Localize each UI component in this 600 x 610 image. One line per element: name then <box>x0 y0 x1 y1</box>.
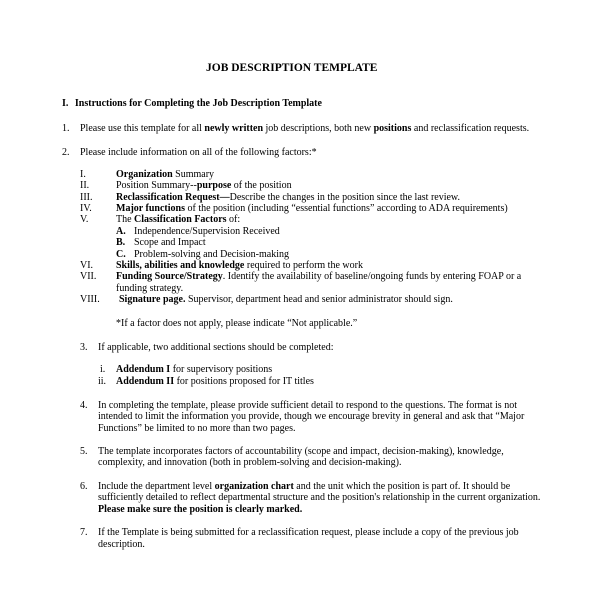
factor-number: VI. <box>80 260 94 271</box>
addendum-text: Addendum II for positions proposed for IT titles <box>116 376 314 387</box>
item-2-text: Please include information on all of the following factors:* <box>80 147 317 158</box>
factor-text: Position Summary--purpose of the position <box>116 180 292 191</box>
section-numeral: I. <box>62 98 69 109</box>
item-5-number: 5. <box>80 446 88 457</box>
item-1-text: Please use this template for all newly written job descriptions, both new positions and reclassification requests. <box>80 123 530 134</box>
item-1-number: 1. <box>62 123 70 134</box>
addendum-number: i. <box>100 364 106 375</box>
item-6-number: 6. <box>80 481 88 492</box>
item-4-number: 4. <box>80 400 88 411</box>
item-6-text-line: Please make sure the position is clearly marked. <box>98 504 303 515</box>
classification-letter: C. <box>116 249 126 260</box>
addendum-number: ii. <box>98 376 107 387</box>
factor-text: The Classification Factors of: <box>116 214 241 225</box>
document-title: JOB DESCRIPTION TEMPLATE <box>206 62 378 74</box>
item-7-text-line: If the Template is being submitted for a reclassification request, please include a copy of the previous job <box>98 527 519 538</box>
item-5-text-line: complexity, and innovation (both in problem-solving and decision-making). <box>98 457 402 468</box>
item-7-number: 7. <box>80 527 88 538</box>
classification-text: Problem-solving and Decision-making <box>134 249 289 260</box>
footnote: *If a factor does not apply, please indicate “Not applicable.” <box>116 318 358 329</box>
item-7-text-line: description. <box>98 539 145 550</box>
factor-text: Funding Source/Strategy. Identify the availability of baseline/ongoing funds by entering FOAP or a <box>116 271 522 282</box>
section-heading <box>62 98 322 110</box>
classification-text: Independence/Supervision Received <box>134 226 280 237</box>
classification-letter: B. <box>116 237 126 248</box>
factor-text: Skills, abilities and knowledge required to perform the work <box>116 260 363 271</box>
factor-number: V. <box>80 214 89 225</box>
factor-text: Reclassification Request—Describe the changes in the position since the last review. <box>116 192 460 203</box>
item-3-number: 3. <box>80 342 88 353</box>
item-4-text-line: In completing the template, please provide sufficient detail to respond to the questions. The format is not <box>98 400 517 411</box>
factor-number: III. <box>80 192 93 203</box>
factor-text: Organization Summary <box>116 169 215 180</box>
factor-number: IV. <box>80 203 92 214</box>
factor-number: II. <box>80 180 90 191</box>
item-6-text-line: Include the department level organization chart and the unit which the position is part of. It should be <box>98 481 511 492</box>
item-3-text: If applicable, two additional sections should be completed: <box>98 342 334 353</box>
item-4-text-line: intended to limit the information you provide, though we encourage brevity in general and ask that “Major <box>98 411 525 422</box>
factor-text: Signature page. Supervisor, department head and senior administrator should sign. <box>119 294 453 305</box>
factor-number: VII. <box>80 271 97 282</box>
factor-text-continued: funding strategy. <box>116 283 184 294</box>
item-5-text-line: The template incorporates factors of accountability (scope and impact, decision-making), knowledge, <box>98 446 504 457</box>
item-2-number: 2. <box>62 147 70 158</box>
factor-text: Major functions of the position (including “essential functions” according to ADA requirements) <box>116 203 508 214</box>
item-4-text-line: Functions” be limited to no more than two pages. <box>98 423 296 434</box>
factor-number: I. <box>80 169 86 180</box>
classification-letter: A. <box>116 226 126 237</box>
addendum-text: Addendum I for supervisory positions <box>116 364 273 375</box>
classification-text: Scope and Impact <box>134 237 206 248</box>
factor-number: VIII. <box>80 294 100 305</box>
section-heading-text: Instructions for Completing the Job Description Template <box>74 98 322 109</box>
item-6-text-line: sufficiently detailed to reflect departmental structure and the position's relationship in the current organization. <box>98 492 541 503</box>
